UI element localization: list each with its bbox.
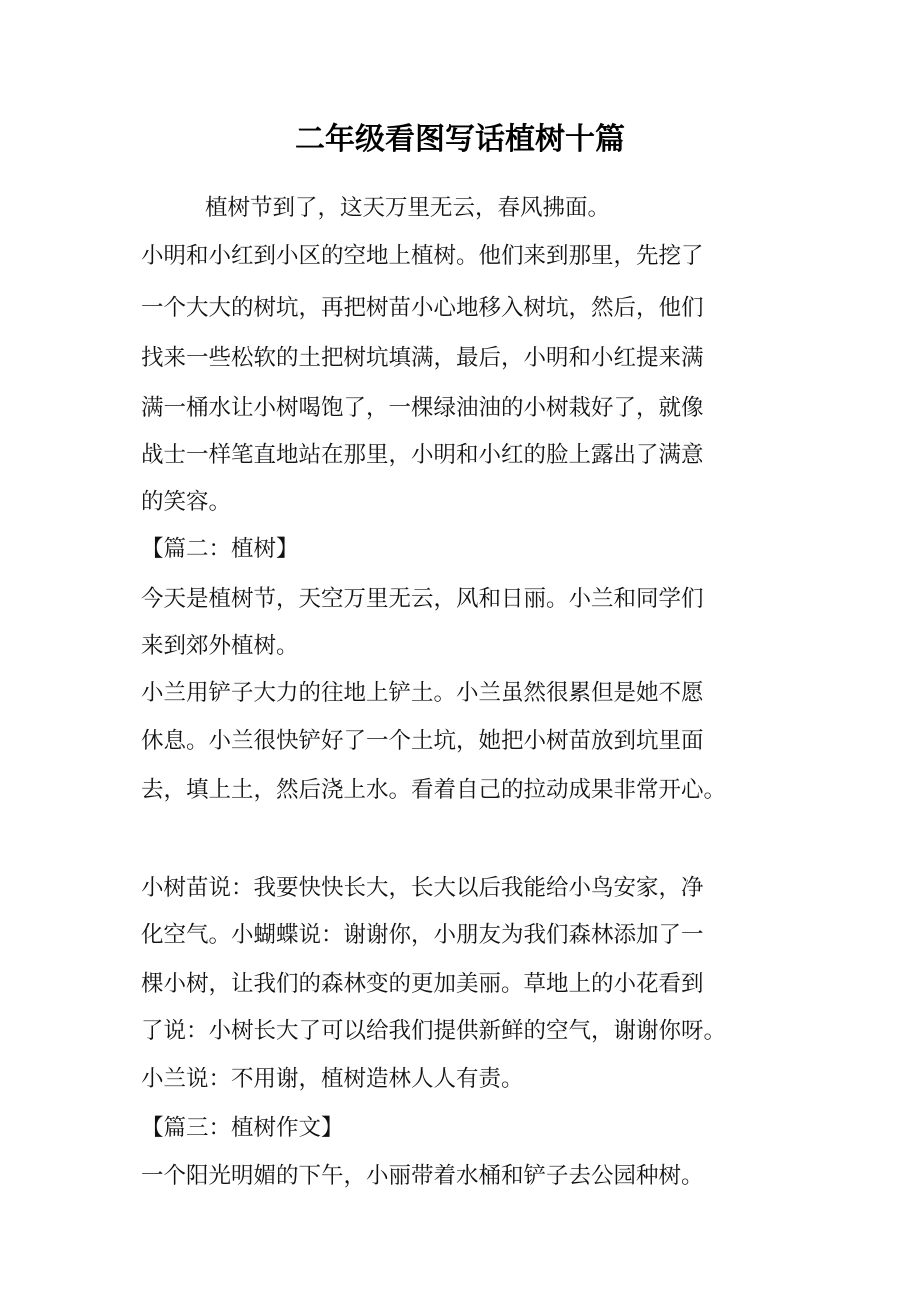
paragraph-line-13: 去，填上土，然后浇上水。看着自己的拉动成果非常开心。 bbox=[141, 777, 727, 803]
paragraph-line-11: 小兰用铲子大力的往地上铲土。小兰虽然很累但是她不愿 bbox=[141, 680, 704, 706]
paragraph-line-18: 小兰说：不用谢，植树造林人人有责。 bbox=[141, 1066, 524, 1092]
section-heading-3: 【篇三：植树作文】 bbox=[141, 1115, 344, 1141]
paragraph-line-15: 化空气。小蝴蝶说：谢谢你，小朋友为我们森林添加了一 bbox=[141, 922, 704, 948]
document-title: 二年级看图写话植树十篇 bbox=[295, 122, 625, 157]
paragraph-line-14: 小树苗说：我要快快长大，长大以后我能给小鸟安家，净 bbox=[141, 875, 704, 901]
paragraph-line-2: 小明和小红到小区的空地上植树。他们来到那里，先挖了 bbox=[141, 243, 704, 269]
paragraph-line-6: 战士一样笔直地站在那里，小明和小红的脸上露出了满意 bbox=[141, 442, 704, 468]
paragraph-line-20: 一个阳光明媚的下午，小丽带着水桶和铲子去公园种树。 bbox=[141, 1163, 704, 1189]
paragraph-line-12: 休息。小兰很快铲好了一个土坑，她把小树苗放到坑里面 bbox=[141, 728, 704, 754]
paragraph-line-7: 的笑容。 bbox=[141, 489, 232, 515]
paragraph-line-3: 一个大大的树坑，再把树苗小心地移入树坑，然后，他们 bbox=[141, 295, 704, 321]
paragraph-line-9: 今天是植树节，天空万里无云，风和日丽。小兰和同学们 bbox=[141, 586, 704, 612]
section-heading-2: 【篇二：植树】 bbox=[141, 536, 299, 562]
paragraph-line-5: 满一桶水让小树喝饱了，一棵绿油油的小树栽好了，就像 bbox=[141, 395, 704, 421]
paragraph-line-4: 找来一些松软的土把树坑填满，最后，小明和小红提来满 bbox=[141, 345, 704, 371]
paragraph-line-1: 植树节到了，这天万里无云，春风拂面。 bbox=[205, 195, 611, 221]
paragraph-line-16: 棵小树，让我们的森林变的更加美丽。草地上的小花看到 bbox=[141, 971, 704, 997]
paragraph-line-17: 了说：小树长大了可以给我们提供新鲜的空气，谢谢你呀。 bbox=[141, 1018, 727, 1044]
paragraph-line-10: 来到郊外植树。 bbox=[141, 633, 299, 659]
